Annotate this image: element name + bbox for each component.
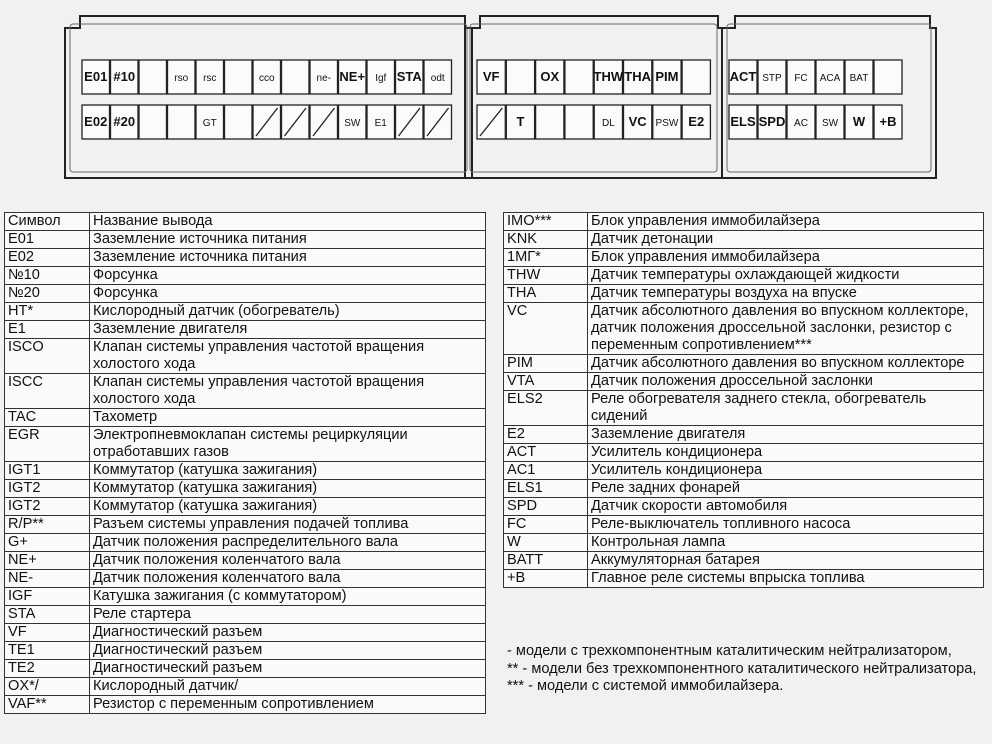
pin-label: W bbox=[852, 114, 866, 129]
pin-symbol: TAC bbox=[5, 409, 90, 427]
pin-symbol: VC bbox=[504, 303, 588, 355]
pin-symbol: BATT bbox=[504, 552, 588, 570]
table-row bbox=[5, 696, 486, 714]
pin-symbol: ISCC bbox=[5, 374, 90, 409]
pin-symbol: ELS1 bbox=[504, 480, 588, 498]
table-row bbox=[5, 249, 486, 267]
pin-label: Igf bbox=[375, 73, 387, 84]
table-row bbox=[5, 374, 486, 409]
pin-symbol: VF bbox=[5, 624, 90, 642]
pin-description: Коммутатор (катушка зажигания) bbox=[90, 498, 486, 516]
pin-label: ELS bbox=[730, 114, 756, 129]
pin-description: Реле задних фонарей bbox=[588, 480, 984, 498]
pin-symbol: FC bbox=[504, 516, 588, 534]
table-row bbox=[5, 552, 486, 570]
pin-label: ACT bbox=[729, 69, 757, 84]
pin-symbol: AC1 bbox=[504, 462, 588, 480]
pin-label: rsc bbox=[203, 73, 217, 84]
table-row bbox=[504, 516, 984, 534]
table-row bbox=[504, 213, 984, 231]
table-row bbox=[504, 498, 984, 516]
pin-label: ACA bbox=[819, 73, 841, 84]
pin-description: Заземление двигателя bbox=[588, 426, 984, 444]
pin-symbol: KNK bbox=[504, 231, 588, 249]
table-row bbox=[504, 391, 984, 426]
pin-symbol: ELS2 bbox=[504, 391, 588, 426]
pin-description: Датчик детонации bbox=[588, 231, 984, 249]
connector-housing-left bbox=[65, 16, 472, 178]
pin-description: Датчик температуры воздуха на впуске bbox=[588, 285, 984, 303]
pin-description: Датчик температуры охлаждающей жидкости bbox=[588, 267, 984, 285]
pin-description: Резистор с переменным сопротивлением bbox=[90, 696, 486, 714]
ecu-connector-diagram bbox=[0, 0, 992, 205]
pin-symbol: PIM bbox=[504, 355, 588, 373]
pin-description: Катушка зажигания (с коммутатором) bbox=[90, 588, 486, 606]
connector-pin-left-bottom-3 bbox=[139, 105, 167, 139]
pin-label: DL bbox=[601, 118, 615, 129]
connector-housing-middle bbox=[465, 16, 722, 178]
pin-label: THW bbox=[593, 69, 624, 84]
pin-symbol: G+ bbox=[5, 534, 90, 552]
footnote: ** - модели без трехкомпонентного каталитического нейтрализатора, bbox=[507, 660, 977, 677]
pin-description: Кислородный датчик/ bbox=[90, 678, 486, 696]
table-row bbox=[504, 285, 984, 303]
connector-pin-middle-top-8 bbox=[682, 60, 710, 94]
table-row bbox=[5, 339, 486, 374]
pin-label: E1 bbox=[374, 118, 387, 129]
connector-pin-left-bottom-6 bbox=[225, 105, 253, 139]
pin-symbol: R/P** bbox=[5, 516, 90, 534]
pin-symbol: HT* bbox=[5, 303, 90, 321]
pin-description: Блок управления иммобилайзера bbox=[588, 249, 984, 267]
pin-description: Название вывода bbox=[90, 213, 486, 231]
pin-description: Блок управления иммобилайзера bbox=[588, 213, 984, 231]
table-row bbox=[504, 570, 984, 588]
pin-description: Датчик положения распределительного вала bbox=[90, 534, 486, 552]
pin-label: E2 bbox=[688, 114, 705, 129]
pin-description: Форсунка bbox=[90, 285, 486, 303]
footnote: *** - модели с системой иммобилайзера. bbox=[507, 678, 784, 694]
table-row bbox=[504, 534, 984, 552]
pin-symbol: THW bbox=[504, 267, 588, 285]
pin-label: AC bbox=[794, 118, 808, 129]
pin-label: SW bbox=[344, 118, 361, 129]
table-row bbox=[504, 249, 984, 267]
pin-label: ne- bbox=[316, 73, 331, 84]
table-row bbox=[5, 498, 486, 516]
pin-symbol: NE- bbox=[5, 570, 90, 588]
pin-label: PIM bbox=[655, 69, 679, 84]
pin-description: Усилитель кондиционера bbox=[588, 444, 984, 462]
pin-symbol: TE2 bbox=[5, 660, 90, 678]
pin-symbol: E2 bbox=[504, 426, 588, 444]
pin-label: SPD bbox=[758, 114, 786, 129]
connector-pin-middle-top-4 bbox=[565, 60, 593, 94]
pin-description: Диагностический разъем bbox=[90, 660, 486, 678]
table-row bbox=[504, 231, 984, 249]
pin-description: Датчик абсолютного давления во впускном коллекторе bbox=[588, 355, 984, 373]
table-row bbox=[504, 480, 984, 498]
pin-label: SW bbox=[821, 118, 839, 129]
pin-symbol: ACT bbox=[504, 444, 588, 462]
table-row bbox=[5, 231, 486, 249]
table-row bbox=[504, 552, 984, 570]
pin-label: PSW bbox=[655, 118, 679, 129]
pin-symbol: NE+ bbox=[5, 552, 90, 570]
pin-description: Датчик абсолютного давления во впускном коллекторе, датчик положения дроссельной заслонки, резистор с переменным сопротивлением*** bbox=[588, 303, 984, 355]
pin-label: E01 bbox=[84, 69, 108, 84]
table-row bbox=[504, 303, 984, 355]
pin-symbol: IMO*** bbox=[504, 213, 588, 231]
table-row bbox=[504, 373, 984, 391]
pin-label: VC bbox=[628, 114, 647, 129]
pin-label: NE+ bbox=[339, 69, 366, 84]
pin-symbol: №20 bbox=[5, 285, 90, 303]
pin-label: cco bbox=[258, 73, 275, 84]
connector-pin-middle-bottom-4 bbox=[565, 105, 593, 139]
pin-symbol: E02 bbox=[5, 249, 90, 267]
pin-label: GT bbox=[202, 118, 217, 129]
pin-label: #10 bbox=[113, 69, 136, 84]
pin-symbol: +B bbox=[504, 570, 588, 588]
pin-symbol: THA bbox=[504, 285, 588, 303]
left-pin-table bbox=[4, 212, 486, 714]
connector-pin-middle-top-2 bbox=[506, 60, 534, 94]
pin-description: Усилитель кондиционера bbox=[588, 462, 984, 480]
pin-description: Коммутатор (катушка зажигания) bbox=[90, 480, 486, 498]
pin-label: E02 bbox=[84, 114, 108, 129]
pin-label: BAT bbox=[849, 73, 869, 84]
pin-label: rso bbox=[174, 73, 189, 84]
pin-symbol: IGT1 bbox=[5, 462, 90, 480]
connector-pin-left-top-6 bbox=[225, 60, 253, 94]
pin-label: VF bbox=[482, 69, 500, 84]
footnotes bbox=[507, 643, 983, 696]
pin-symbol: 1МГ* bbox=[504, 249, 588, 267]
pin-symbol: E01 bbox=[5, 231, 90, 249]
pin-description: Диагностический разъем bbox=[90, 642, 486, 660]
pin-label: FC bbox=[794, 73, 808, 84]
pin-label: #20 bbox=[113, 114, 136, 129]
pin-symbol: OX*/ bbox=[5, 678, 90, 696]
table-row bbox=[504, 444, 984, 462]
pin-description: Аккумуляторная батарея bbox=[588, 552, 984, 570]
table-row bbox=[5, 606, 486, 624]
connector-pin-middle-bottom-3 bbox=[536, 105, 564, 139]
table-row bbox=[5, 462, 486, 480]
pin-description: Заземление источника питания bbox=[90, 249, 486, 267]
table-row bbox=[5, 516, 486, 534]
pin-symbol: E1 bbox=[5, 321, 90, 339]
pin-description: Реле обогревателя заднего стекла, обогреватель сидений bbox=[588, 391, 984, 426]
pin-symbol: EGR bbox=[5, 427, 90, 462]
pin-description: Датчик положения дроссельной заслонки bbox=[588, 373, 984, 391]
pin-label: +B bbox=[879, 114, 897, 129]
connector-pin-left-bottom-4 bbox=[168, 105, 196, 139]
pin-symbol: VAF** bbox=[5, 696, 90, 714]
pin-description: Форсунка bbox=[90, 267, 486, 285]
connector-housing-right bbox=[722, 16, 936, 178]
pin-label: STP bbox=[762, 73, 782, 84]
table-row bbox=[5, 267, 486, 285]
table-row bbox=[5, 624, 486, 642]
pin-description: Заземление двигателя bbox=[90, 321, 486, 339]
pin-symbol: SPD bbox=[504, 498, 588, 516]
pin-symbol: IGT2 bbox=[5, 480, 90, 498]
pin-symbol: IGT2 bbox=[5, 498, 90, 516]
table-row bbox=[5, 480, 486, 498]
table-row bbox=[5, 427, 486, 462]
pin-symbol: TE1 bbox=[5, 642, 90, 660]
table-row bbox=[5, 409, 486, 427]
pin-description: Тахометр bbox=[90, 409, 486, 427]
pin-description: Клапан системы управления частотой вращения холостого хода bbox=[90, 374, 486, 409]
table-row bbox=[5, 588, 486, 606]
table-row bbox=[504, 355, 984, 373]
pin-description: Электропневмоклапан системы рециркуляции отработавших газов bbox=[90, 427, 486, 462]
pin-label: odt bbox=[430, 73, 445, 84]
table-row bbox=[5, 570, 486, 588]
pin-description: Коммутатор (катушка зажигания) bbox=[90, 462, 486, 480]
pin-description: Датчик скорости автомобиля bbox=[588, 498, 984, 516]
connector-pin-left-top-3 bbox=[139, 60, 167, 94]
table-row bbox=[5, 303, 486, 321]
table-row bbox=[5, 285, 486, 303]
pin-symbol: Символ bbox=[5, 213, 90, 231]
pin-symbol: STA bbox=[5, 606, 90, 624]
pin-label: THA bbox=[624, 69, 652, 84]
pin-label: STA bbox=[396, 69, 422, 84]
pin-description: Кислородный датчик (обогреватель) bbox=[90, 303, 486, 321]
pin-description: Контрольная лампа bbox=[588, 534, 984, 552]
pin-description: Главное реле системы впрыска топлива bbox=[588, 570, 984, 588]
pin-symbol: ISCO bbox=[5, 339, 90, 374]
table-row bbox=[5, 660, 486, 678]
footnote: - модели с трехкомпонентным каталитическим нейтрализатором, bbox=[507, 643, 952, 659]
pin-description: Разъем системы управления подачей топлива bbox=[90, 516, 486, 534]
table-row bbox=[5, 678, 486, 696]
table-row bbox=[504, 267, 984, 285]
pin-symbol: VTA bbox=[504, 373, 588, 391]
pin-label: OX bbox=[540, 69, 560, 84]
table-row bbox=[5, 534, 486, 552]
pin-description: Датчик положения коленчатого вала bbox=[90, 552, 486, 570]
pin-symbol: W bbox=[504, 534, 588, 552]
pin-symbol: №10 bbox=[5, 267, 90, 285]
pin-description: Реле-выключатель топливного насоса bbox=[588, 516, 984, 534]
right-pin-table bbox=[503, 212, 984, 588]
table-row bbox=[5, 642, 486, 660]
pin-description: Диагностический разъем bbox=[90, 624, 486, 642]
pin-description: Датчик положения коленчатого вала bbox=[90, 570, 486, 588]
pin-description: Заземление источника питания bbox=[90, 231, 486, 249]
table-row bbox=[504, 462, 984, 480]
pin-description: Реле стартера bbox=[90, 606, 486, 624]
table-header bbox=[5, 213, 486, 231]
connector-pin-right-top-6 bbox=[874, 60, 902, 94]
pin-label: T bbox=[516, 114, 525, 129]
table-row bbox=[5, 321, 486, 339]
pin-description: Клапан системы управления частотой вращения холостого хода bbox=[90, 339, 486, 374]
table-row bbox=[504, 426, 984, 444]
pin-symbol: IGF bbox=[5, 588, 90, 606]
connector-pin-left-top-8 bbox=[282, 60, 310, 94]
